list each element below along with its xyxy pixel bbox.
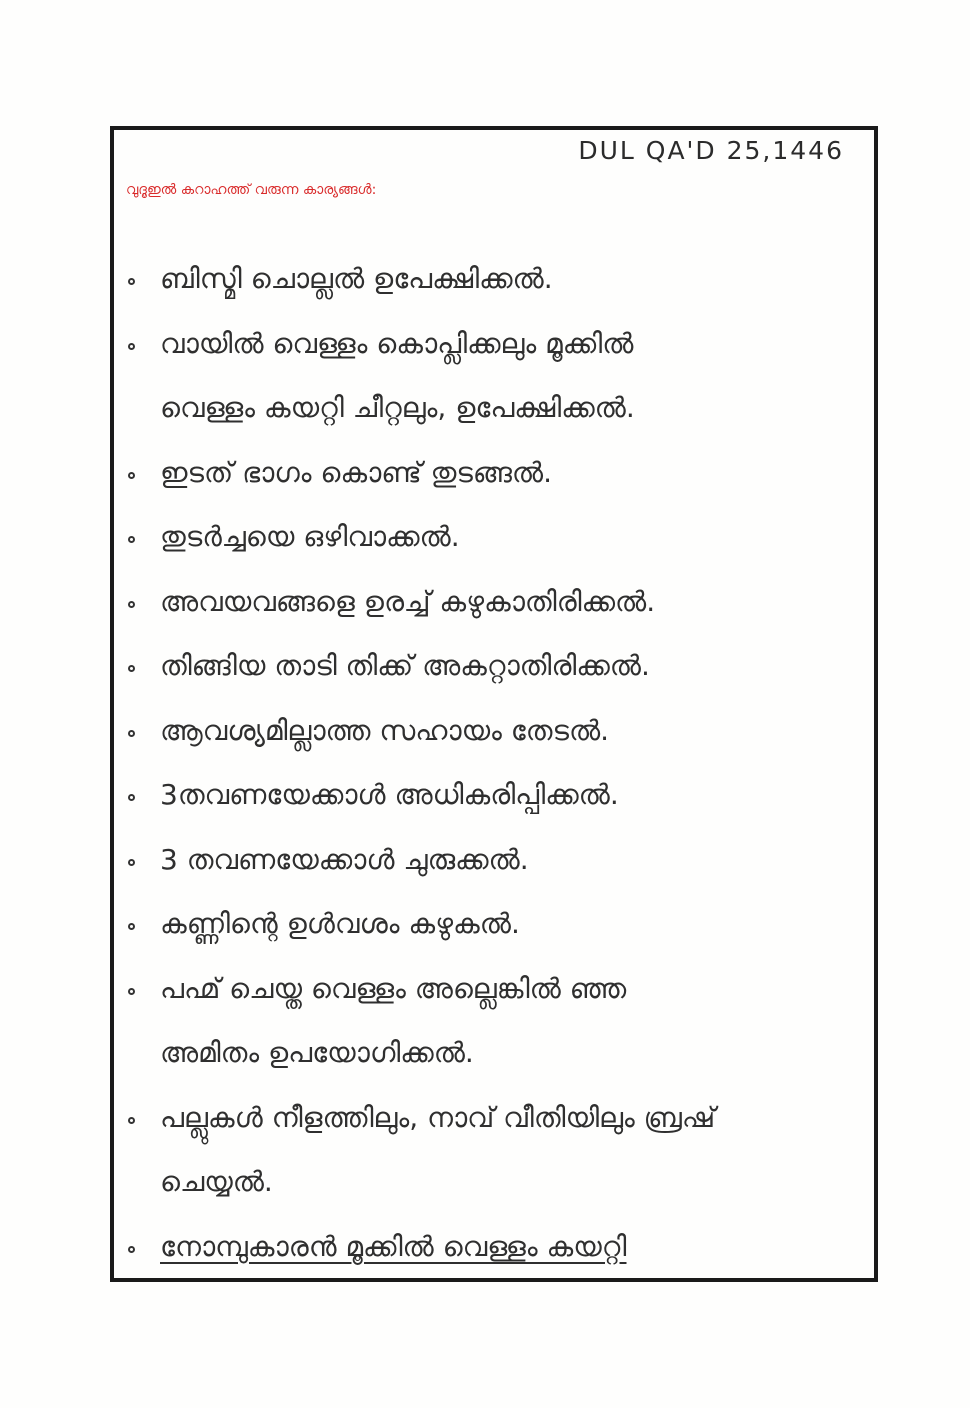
bullet-icon [128,730,135,737]
bullet-icon [128,1246,135,1253]
note-line-text: അവയവങ്ങളെ ഉരച്ച് കഴുകാതിരിക്കൽ. [160,584,656,618]
note-line-text: കണ്ണിന്റെ ഉൾവശം കഴുകൽ. [160,907,520,940]
bullet-icon [128,278,135,285]
note-line [114,573,874,638]
bullet-icon [128,1117,135,1124]
note-line-text: ഇടത് ഭാഗം കൊണ്ട് തുടങ്ങൽ. [160,455,553,489]
note-line [114,315,874,380]
note-line [114,1089,874,1154]
note-line [114,250,874,315]
bullet-icon [128,601,135,608]
page-heading: വുദൂഇൽ കറാഹത്ത് വരുന്ന കാര്യങ്ങൾ: [126,182,377,198]
note-line-text: ആവശ്യമില്ലാത്ത സഹായം തേടൽ. [160,713,610,747]
note-line [114,444,874,509]
note-line-text: പല്ലുകൾ നീളത്തിലും, നാവ് വീതിയിലും ബ്രഷ് [160,1100,716,1134]
note-line [114,960,874,1025]
note-line [114,895,874,960]
bullet-icon [128,923,135,930]
note-line-text: തിങ്ങിയ താടി തിക്ക് അകറ്റാതിരിക്കൽ. [160,649,650,682]
bullet-icon [128,859,135,866]
note-line-text: ബിസ്മി ചൊല്ലൽ ഉപേക്ഷിക്കൽ. [160,262,553,295]
note-line-text: 3തവണയേക്കാൾ അധികരിപ്പിക്കൽ. [160,778,619,811]
note-line-text: പഹ്മ് ചെയ്ത വെള്ളം അല്ലെങ്കിൽ ഞ്ഞ [160,971,627,1005]
note-lines [114,250,874,1282]
note-line [114,1024,874,1089]
bullet-icon [128,665,135,672]
note-line [114,1218,874,1283]
note-line [114,831,874,896]
note-line [114,379,874,444]
bullet-icon [128,536,135,543]
bullet-icon [128,794,135,801]
note-line-text: വെള്ളം കയറ്റി ചീറ്റലും, ഉപേക്ഷിക്കൽ. [160,391,635,424]
note-line-text: ചെയ്യൽ. [160,1165,273,1198]
note-line [114,1153,874,1218]
note-line [114,637,874,702]
note-line-text: അമിതം ഉപയോഗിക്കൽ. [160,1036,474,1069]
note-line [114,766,874,831]
note-line [114,702,874,767]
note-line-text: തുടർച്ചയെ ഒഴിവാക്കൽ. [160,520,460,553]
page-border [110,126,878,1282]
note-line-text: നോമ്പുകാരൻ മൂക്കിൽ വെള്ളം കയറ്റി [160,1229,627,1263]
note-line-text: വായിൽ വെള്ളം കൊപ്ലിക്കലും മൂക്കിൽ [160,326,634,360]
bullet-icon [128,988,135,995]
bullet-icon [128,343,135,350]
note-line-text: 3 തവണയേക്കാൾ ചുരുക്കൽ. [160,842,529,876]
bullet-icon [128,472,135,479]
note-line [114,508,874,573]
date-header: DUL QA'D 25,1446 [578,136,844,165]
